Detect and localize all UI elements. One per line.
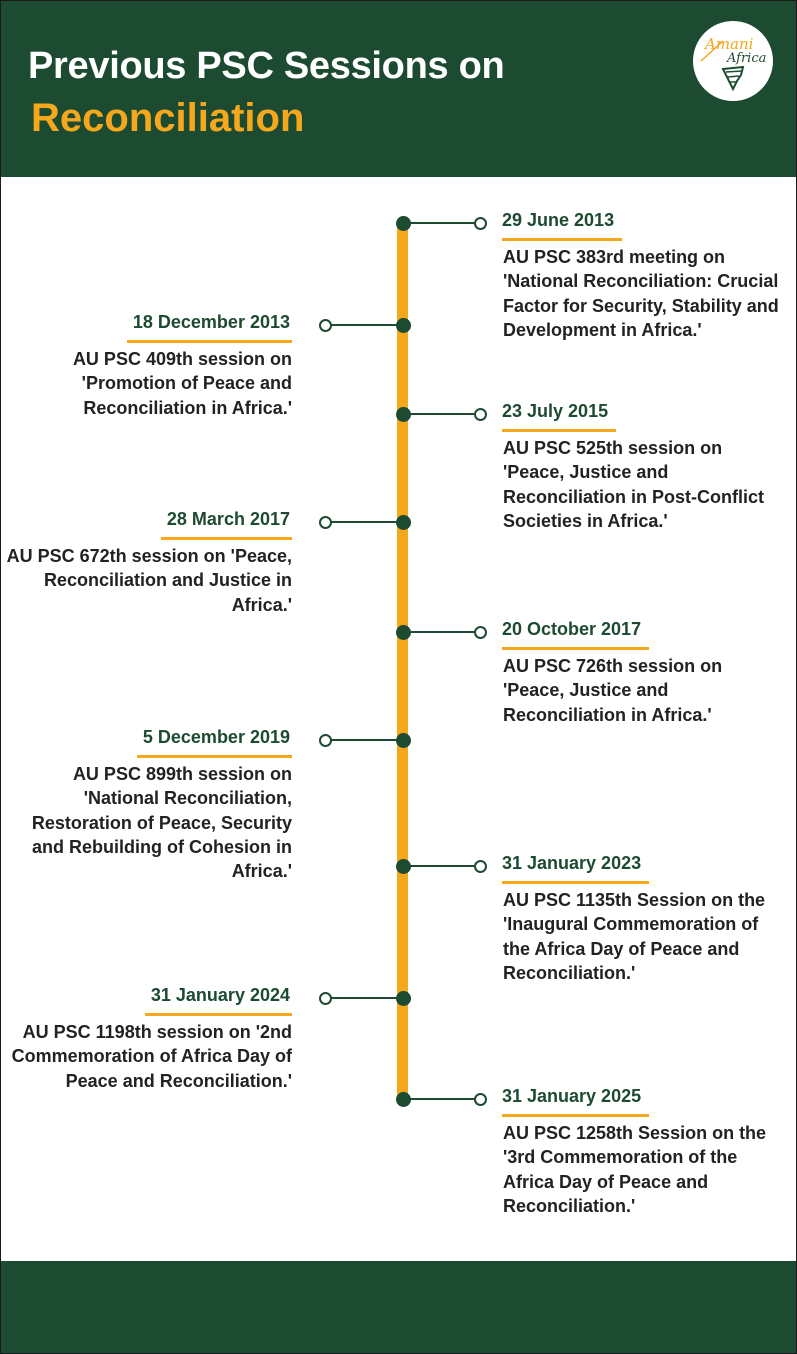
- date-underline: [161, 537, 292, 540]
- timeline-description: AU PSC 409th session on 'Promotion of Peace and Reconciliation in Africa.': [72, 349, 292, 418]
- timeline-description: AU PSC 672th session on 'Peace, Reconciliation and Justice in Africa.': [6, 546, 292, 615]
- timeline-description: AU PSC 383rd meeting on 'National Reconciliation: Crucial Factor for Security, Stability and Development in Africa.': [503, 247, 779, 340]
- timeline-connector: [331, 997, 403, 999]
- logo-wordmark-africa: Africa: [727, 51, 767, 66]
- timeline-description: AU PSC 726th session on 'Peace, Justice and Reconciliation in Africa.': [503, 656, 723, 725]
- timeline-date: 20 October 2017: [502, 619, 642, 639]
- amani-africa-logo: [693, 21, 773, 101]
- timeline-description: AU PSC 1258th Session on the '3rd Commemoration of the Africa Day of Peace and Reconciliation.': [503, 1123, 767, 1216]
- timeline-end-marker: [319, 734, 332, 747]
- timeline-connector: [331, 739, 403, 741]
- page-title-highlight: Reconciliation: [31, 96, 305, 140]
- timeline-end-marker: [319, 516, 332, 529]
- timeline-description: AU PSC 1198th session on '2nd Commemoration of Africa Day of Peace and Reconciliation.': [11, 1022, 292, 1091]
- date-underline: [502, 647, 649, 650]
- date-underline: [502, 1114, 649, 1117]
- timeline-date: 31 January 2024: [150, 985, 290, 1005]
- timeline-spine: [397, 223, 408, 1103]
- timeline-date: 29 June 2013: [502, 210, 615, 230]
- timeline-connector: [403, 865, 476, 867]
- date-underline: [502, 429, 616, 432]
- timeline-description: AU PSC 1135th Session on the 'Inaugural Commemoration of the Africa Day of Peace and Reconciliation.': [503, 890, 766, 983]
- timeline-description: AU PSC 899th session on 'National Reconciliation, Restoration of Peace, Security and Rebuilding of Cohesion in Africa.': [31, 764, 292, 882]
- date-underline: [137, 755, 292, 758]
- timeline-end-marker: [474, 860, 487, 873]
- timeline-end-marker: [474, 217, 487, 230]
- timeline-end-marker: [474, 408, 487, 421]
- date-underline: [502, 881, 649, 884]
- timeline-date: 18 December 2013: [132, 312, 290, 332]
- timeline-end-marker: [474, 626, 487, 639]
- page-title: Previous PSC Sessions on: [28, 45, 505, 87]
- timeline-connector: [403, 413, 476, 415]
- timeline-connector: [403, 631, 476, 633]
- timeline-connector: [331, 324, 403, 326]
- timeline-connector: [403, 222, 476, 224]
- timeline-end-marker: [319, 319, 332, 332]
- date-underline: [127, 340, 292, 343]
- timeline-connector: [331, 521, 403, 523]
- date-underline: [145, 1013, 292, 1016]
- timeline-end-marker: [319, 992, 332, 1005]
- header-banner: [1, 1, 796, 177]
- timeline-date: 31 January 2025: [502, 1086, 642, 1106]
- timeline-connector: [403, 1098, 476, 1100]
- timeline-date: 31 January 2023: [502, 853, 642, 873]
- timeline-date: 28 March 2017: [166, 509, 290, 529]
- timeline-date: 23 July 2015: [502, 401, 609, 421]
- date-underline: [502, 238, 622, 241]
- timeline-description: AU PSC 525th session on 'Peace, Justice and Reconciliation in Post-Conflict Societies in Africa.': [503, 438, 765, 531]
- logo-wordmark-amani: Amani: [705, 35, 754, 53]
- footer-banner: [1, 1261, 796, 1353]
- timeline-end-marker: [474, 1093, 487, 1106]
- timeline-date: 5 December 2019: [142, 727, 290, 747]
